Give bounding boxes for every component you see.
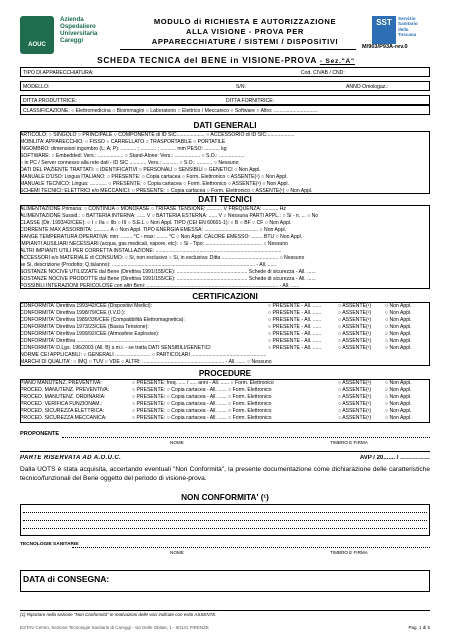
- row-option[interactable]: ○ PRESENTE: freq. ..... / ..... anni - All. ...... ○ Form. Elettronico: [132, 380, 274, 386]
- row-option[interactable]: ○ Non Appl.: [385, 303, 412, 309]
- row-option[interactable]: ○ Non Appl.: [385, 338, 412, 344]
- row-option[interactable]: ○ Non Appl.: [385, 331, 412, 337]
- row-option[interactable]: ○ ASSENTE(¹): [338, 394, 372, 400]
- row-label: CONFORMITA' Direttiva 1973/23/CEE (Bassa Tensione):: [20, 324, 149, 330]
- section-dati-generali: DATI GENERALI: [20, 121, 430, 130]
- form-row[interactable]: SOSTANZE NOCIVE PRODOTTE dal Bene (Direttiva 1991/155/CE): .................................................. Schede di sicurezza - All. ......: [20, 276, 316, 282]
- sst-name-line: Sanitario: [398, 21, 418, 27]
- row-option[interactable]: ○ PRESENTE - All. ......: [268, 303, 322, 309]
- footnote: (1) Riportare nella sezione "Non Conformità" le motivazioni delle voci indicate con esito ASSENTE.: [20, 612, 217, 617]
- form-row[interactable]: POSSIBILI INTERAZIONI PERICOLOSE con altri Beni: ............................................................................................. - All. ......: [20, 283, 300, 289]
- proponente-name-label: NOME: [170, 440, 184, 445]
- row-option[interactable]: ○ ASSENTE(¹): [338, 331, 372, 337]
- form-row[interactable]: ARTICOLO: ○ SINGOLO ○ PRINCIPALE ○ COMPONENTE di ID SIC:................... ○ ACCESSORIO di ID SIC:...................: [20, 132, 295, 138]
- aouc-name-line: Azienda: [60, 16, 84, 23]
- sst-name-line: Toscana: [398, 32, 417, 38]
- form-row[interactable]: RANGE TEMPERATURA OPERATIVA: min: ........ °C - max: ........ °C ○ Non Appl. CALORE EMESSO: ........ BTU ○ Non Appl.: [20, 234, 303, 240]
- field-label: ANNO Omologaz.:: [346, 83, 389, 90]
- sst-name-line: della: [398, 26, 409, 32]
- field-label: DITTA PRODUTTRICE:: [23, 97, 77, 104]
- row-option[interactable]: ○ PRESENTE - All. ......: [268, 317, 322, 323]
- page-title-section: - Sez."A": [319, 58, 355, 65]
- form-title-line: MODULO di RICHIESTA E AUTORIZZAZIONE: [153, 17, 337, 26]
- row-label: CONFORMITA' Direttiva ...........................................................: [20, 338, 160, 344]
- aouc-declaration: Dalla UOTS è stata acquisita, accertando eventuali "Non Conformità", la presente documentazione come dichiarazione delle caratteristiche tecnico/funzionali del Bene oggetto del periodo di visione-prova.: [20, 466, 430, 482]
- row-option[interactable]: ○ Non Appl.: [385, 415, 412, 421]
- sst-name: [398, 16, 418, 38]
- row-option[interactable]: ○ ASSENTE(¹): [338, 401, 372, 407]
- row-option[interactable]: ○ ASSENTE(¹): [338, 380, 372, 386]
- field-label: Cod. CIVAB / CND:: [301, 69, 345, 76]
- field-label: MODELLO:: [23, 83, 50, 90]
- field-modello[interactable]: [20, 81, 430, 91]
- section-procedure: PROCEDURE: [20, 369, 430, 378]
- row-option[interactable]: ○ ASSENTE(¹): [338, 345, 372, 351]
- row-label: CONFORMITA' Direttiva 1993/42/CEE (Dispositivi Medici):: [20, 303, 152, 309]
- aouc-name-line: Ospedaliero: [60, 23, 96, 30]
- form-title-line: ALLA VISIONE - PROVA PER: [186, 27, 304, 36]
- row-option[interactable]: ○ ASSENTE(¹): [338, 324, 372, 330]
- field-label: TIPO DI APPARECCHIATURA:: [23, 69, 94, 76]
- row-label: PROCED. VERIFICA FUNZIONAM.:: [20, 401, 103, 407]
- aouc-name-line: Careggi: [60, 37, 84, 44]
- row-option[interactable]: ○ ASSENTE(¹): [338, 303, 372, 309]
- data-consegna-box[interactable]: [20, 570, 430, 592]
- proponente-label: PROPONENTE: [20, 431, 60, 437]
- form-row[interactable]: CORRENTE MAX ASSORBITA: ........... A ○ Non Appl. TIPO ENERGIA EMESSA: ...................................... ○ Non Appl.: [20, 227, 287, 233]
- form-row[interactable]: ALTRI IMPIANTI UTILI PER CORRETTA INSTALLAZIONE: .........................................................................................: [20, 248, 282, 254]
- page-title: [0, 56, 452, 65]
- form-row[interactable]: se Si, descrizione (Prodotto; Q.tà/anno): ..................................................................................................... - All. ......: [20, 262, 277, 268]
- row-option[interactable]: ○ ASSENTE(¹): [338, 387, 372, 393]
- aouc-name-line: Universitaria: [60, 30, 98, 37]
- row-option[interactable]: ○ PRESENTE: ○ Copia cartacea - All. ...... ○ Form. Elettronico: [132, 408, 272, 414]
- proponente-line[interactable]: [62, 437, 430, 438]
- row-option[interactable]: ○ Non Appl.: [385, 324, 412, 330]
- form-row[interactable]: SCHEMI TECNICI: ELETTRICI e/o MECCANICI: ○ PRESENTE: ○ Copia cartacea ○ Form. Elettronico ○ ASSENTE(¹) ○ Non Appl.: [20, 187, 313, 194]
- row-option[interactable]: ○ PRESENTE: ○ Copia cartacea - All. ...... ○ Form. Elettronico: [132, 394, 272, 400]
- row-label: PROCED. SICUREZZA ELETTRICA:: [20, 408, 105, 414]
- row-option[interactable]: ○ PRESENTE - All. ......: [268, 310, 322, 316]
- row-label: PROCED. SICUREZZA MECCANICA:: [20, 415, 107, 421]
- form-row[interactable]: MOBILITA' APPARECCHIO: ○ FISSO ○ CARRELLATO ○ TRASPORTABILE ○ PORTATILE: [20, 139, 226, 145]
- form-row[interactable]: IMPIANTI AUSILIARI NECESSARI (acqua, gas medicali, vapore, etc): ○ Si - Tipo: ........................................ ○ Nessuno: [20, 241, 289, 247]
- form-row[interactable]: ○ in PC / Server connesso alla rete dati - ID SIC ............ Vers.: ........... ○ S.O.: ........... ○ Nessuno: [20, 160, 239, 166]
- field-label: DITTA FORNITRICE:: [226, 97, 275, 104]
- aouc-name: [60, 16, 98, 44]
- row-label: PROCED. MANUTENZ. PREVENTIVA:: [20, 387, 110, 393]
- row-option[interactable]: ○ Non Appl.: [385, 387, 412, 393]
- row-option[interactable]: ○ Non Appl.: [385, 345, 412, 351]
- avp-number[interactable]: AVP / 20....... / ……………: [359, 455, 430, 461]
- form-row[interactable]: ALIMENTAZIONE Sussid.: ○ BATTERIA INTERNA: ...... V ○ BATTERIA ESTERNA: ...... V ○ Nessuna PARTI APPL.: ○ Si - n. ... ○ No: [20, 213, 319, 219]
- row-option[interactable]: ○ Non Appl.: [385, 380, 412, 386]
- form-row[interactable]: SOFTWARE: ○ Embedded: Vers.: .................. ○ Stand-Alone: Vers.: .................. ○ S.O.: ..................: [20, 153, 245, 159]
- proponente-sign-label: TIMBRO E FIRMA: [330, 440, 368, 445]
- row-option[interactable]: ○ PRESENTE - All. ......: [268, 338, 322, 344]
- nc-line: [23, 528, 427, 529]
- section-dati-tecnici: DATI TECNICI: [20, 195, 430, 204]
- nc-line: [23, 520, 427, 521]
- field-ditte[interactable]: [20, 95, 430, 105]
- row-option[interactable]: ○ ASSENTE(¹): [338, 317, 372, 323]
- row-option[interactable]: ○ PRESENTE - All. ......: [268, 324, 322, 330]
- form-row[interactable]: SOSTANZE NOCIVE UTILIZZATE dal Bene (Direttiva 1991/155/CE): .................................................. Schede di sicurezza - All. ......: [20, 269, 316, 275]
- aouc-logo: [20, 16, 54, 54]
- row-option[interactable]: ○ ASSENTE(¹): [338, 338, 372, 344]
- form-row[interactable]: NORME CEI APPLICABILI: ○ GENERALI ......................... ○ PARTICOLARI .....................................................: [20, 352, 267, 358]
- form-row[interactable]: DATI DEL PAZIENTE TRATTATI: ○ IDENTIFICATIVI ○ PERSONALI ○ SENSIBILI ○ GENETICI ○ Non Appl.: [20, 167, 261, 173]
- row-option[interactable]: ○ PRESENTE - All. ......: [268, 345, 322, 351]
- row-label: CONFORMITA' Direttiva 1989/336/CEE (Compatibilità Elettromagnetica):: [20, 317, 185, 323]
- section-certificazioni: CERTIFICAZIONI: [20, 292, 430, 301]
- row-label: CONFORMITA' Direttiva 1998/79/CEE (I.V.D.):: [20, 310, 126, 316]
- nc-line: [23, 512, 427, 513]
- page-number: Pag. 1 di 5: [408, 625, 430, 630]
- form-row[interactable]: ALIMENTAZIONE Primaria: ○ CONTINUA ○ MONOFASE ○ TRIFASE TENSIONE: ........... V FREQUENZA: ........... Hz: [20, 206, 286, 212]
- footnote-rule: [20, 610, 430, 611]
- row-option[interactable]: ○ ASSENTE(¹): [338, 415, 372, 421]
- field-classificazione[interactable]: [20, 105, 430, 115]
- sst-name-line: Servizio: [398, 16, 416, 21]
- aouc-logo-mark: AOUC: [28, 42, 46, 48]
- row-label: CONFORMITA' Direttiva 1999/92/CEE (Atmosfere Esplosive):: [20, 331, 160, 337]
- title-rule: [120, 49, 356, 50]
- section-non-conformita: NON CONFORMITA' (¹): [20, 493, 430, 502]
- data-consegna-label: DATA di CONSEGNA:: [23, 574, 110, 584]
- row-option[interactable]: ○ PRESENTE - All. ......: [268, 331, 322, 337]
- field-label: CLASSIFICAZIONE: ○ Elettromedicina ○ Bioimmagini ○ Laboratorio ○ Elettrico / Meccanico ○ Software ○ Altro: ...............................: [23, 107, 318, 114]
- row-option[interactable]: ○ Non Appl.: [385, 401, 412, 407]
- row-option[interactable]: ○ PRESENTE: ○ Copia cartacea - All. ...... ○ Form. Elettronico: [132, 401, 272, 407]
- form-row[interactable]: CLASSE (Dir. 1993/42/CEE): ○ I ○ IIa ○ IIb ○ III ○ S.E.L ○ Non Appl. TIPO (CEI EN 60601-1): ○ B ○ BF ○ CF ○ Non Appl.: [20, 220, 292, 226]
- row-option[interactable]: ○ Non Appl.: [385, 394, 412, 400]
- row-option[interactable]: ○ ASSENTE(¹): [338, 408, 372, 414]
- field-tipo[interactable]: [20, 67, 430, 77]
- aouc-label: PARTE RISERVATA AD A.O.U.C.: [20, 455, 122, 461]
- row-label: PROCED. MANUTENZ. ORDINARIA:: [20, 394, 106, 400]
- row-option[interactable]: ○ Non Appl.: [385, 310, 412, 316]
- page-title-main: SCHEDA TECNICA del BENE in VISIONE-PROVA: [97, 56, 317, 65]
- non-conformita-box[interactable]: [20, 504, 430, 536]
- aouc-rule: [20, 451, 430, 452]
- tecnologie-name-label: NOME: [170, 550, 184, 555]
- form-row[interactable]: MANUALE D'USO: Lingua ITALIANO: ○ PRESENTE: ○ Copia cartacea ○ Form. Elettronico ○ ASSENTE(¹) ○ Non Appl.: [20, 174, 288, 180]
- row-option[interactable]: ○ ASSENTE(¹): [338, 310, 372, 316]
- sst-logo-mark: SST: [376, 18, 392, 27]
- row-option[interactable]: ○ PRESENTE: ○ Copia cartacea - All. ...... ○ Form. Elettronico: [132, 415, 272, 421]
- row-label: PIANO MANUTENZ. PREVENTIVA:: [20, 380, 102, 386]
- form-row[interactable]: INGOMBRO: dimensioni ingombro (L; A; P): ........... ; ........... ; ........... mm PESO: ........... kg: [20, 146, 227, 152]
- field-label: S/N:: [236, 83, 246, 90]
- form-title-line: APPARECCHIATURE / SISTEMI / DISPOSITIVI: [151, 37, 339, 46]
- tecnologie-sign-label: TIMBRO E FIRMA: [330, 550, 368, 555]
- row-option[interactable]: ○ Non Appl.: [385, 317, 412, 323]
- form-row[interactable]: MARCHI DI QUALITA': ○ IMQ ○ TUV ○ VDE ○ ALTRI: .......................................................... - All. ...... ○ Nessuno: [20, 359, 272, 365]
- form-title: [120, 17, 370, 47]
- row-label: CONFORMITA' D.Lgs. 196/2003 (All. B) s.m.i. - se tratta DATI SENSIBILI/GENETICI: [20, 345, 211, 351]
- form-row[interactable]: ACCESSORI e/o MATERIALE di CONSUMO: ○ Si, non esclusivo ○ Si, in esclusiva: Ditta ........................................ ○ Nessuno: [20, 255, 305, 261]
- form-code: M/903/P93A-rev.0: [362, 44, 408, 50]
- tecnologie-line[interactable]: [72, 547, 430, 548]
- sst-logo: [372, 16, 396, 44]
- row-option[interactable]: ○ PRESENTE: ○ Copia cartacea - All. ...... ○ Form. Elettronico: [132, 387, 272, 393]
- row-option[interactable]: ○ Non Appl.: [385, 408, 412, 414]
- tecnologie-sanitarie-label: TECNOLOGIE SANITARIE: [20, 542, 79, 547]
- form-row[interactable]: MANUALE TECNICO: Lingua: ............ ○ PRESENTE: ○ Copia cartacea ○ Form. Elettronico ○ ASSENTE(¹) ○ Non Appl.: [20, 181, 289, 187]
- footer-address: ESTAV Centro, Sezione Tecnologie Sanitarie di Careggi - via Delle Oblate, 1 - 50141 FIRENZE: [20, 625, 209, 630]
